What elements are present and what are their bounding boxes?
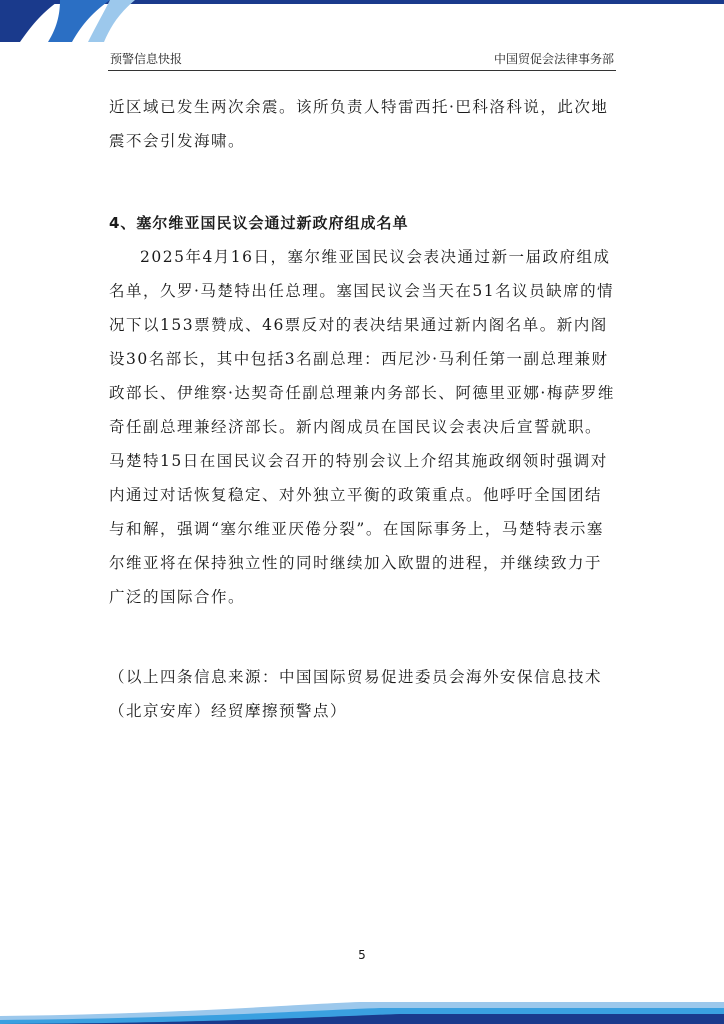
page-number: 5 [358, 948, 366, 962]
header-department: 中国贸促会法律事务部 [493, 52, 614, 66]
bottom-decorative-band [0, 990, 724, 1024]
section-paragraph: 2025年4月16日，塞尔维亚国民议会表决通过新一届政府组成名单，久罗·马楚特出任总理。塞国民议会当天在51名议员缺席的情况下以153票赞成、46票反对的表决结果通过新内阁名单。新内阁设30名部长，其中包括3名副总理：西尼沙·马利任第一副总理兼财政部长、伊维察·达契奇任副总理兼内务部长、阿德里亚娜·梅萨罗维奇任副总理兼经济部长。新内阁成员在国民议会表决后宣誓就职。马楚特15日在国民议会召开的特别会议上介绍其施政纲领时强调对内通过对话恢复稳定、对外独立平衡的政策重点。他呼吁全国团结与和解，强调“塞尔维亚厌倦分裂”。在国际事务上，马楚特表示塞尔维亚将在保持独立性的同时继续加入欧盟的进程，并继续致力于广泛的国际合作。 [109, 248, 615, 606]
continued-paragraph: 近区域已发生两次余震。该所负责人特雷西托·巴科洛科说，此次地震不会引发海啸。 [109, 98, 609, 150]
source-note: （以上四条信息来源：中国国际贸易促进委员会海外安保信息技术（北京安库）经贸摩擦预警点） [109, 668, 603, 720]
header-divider [108, 70, 616, 71]
section-heading: 4、塞尔维亚国民议会通过新政府组成名单 [109, 214, 409, 232]
top-decorative-band [0, 0, 724, 42]
document-body [109, 90, 615, 728]
header-title: 预警信息快报 [110, 52, 183, 66]
